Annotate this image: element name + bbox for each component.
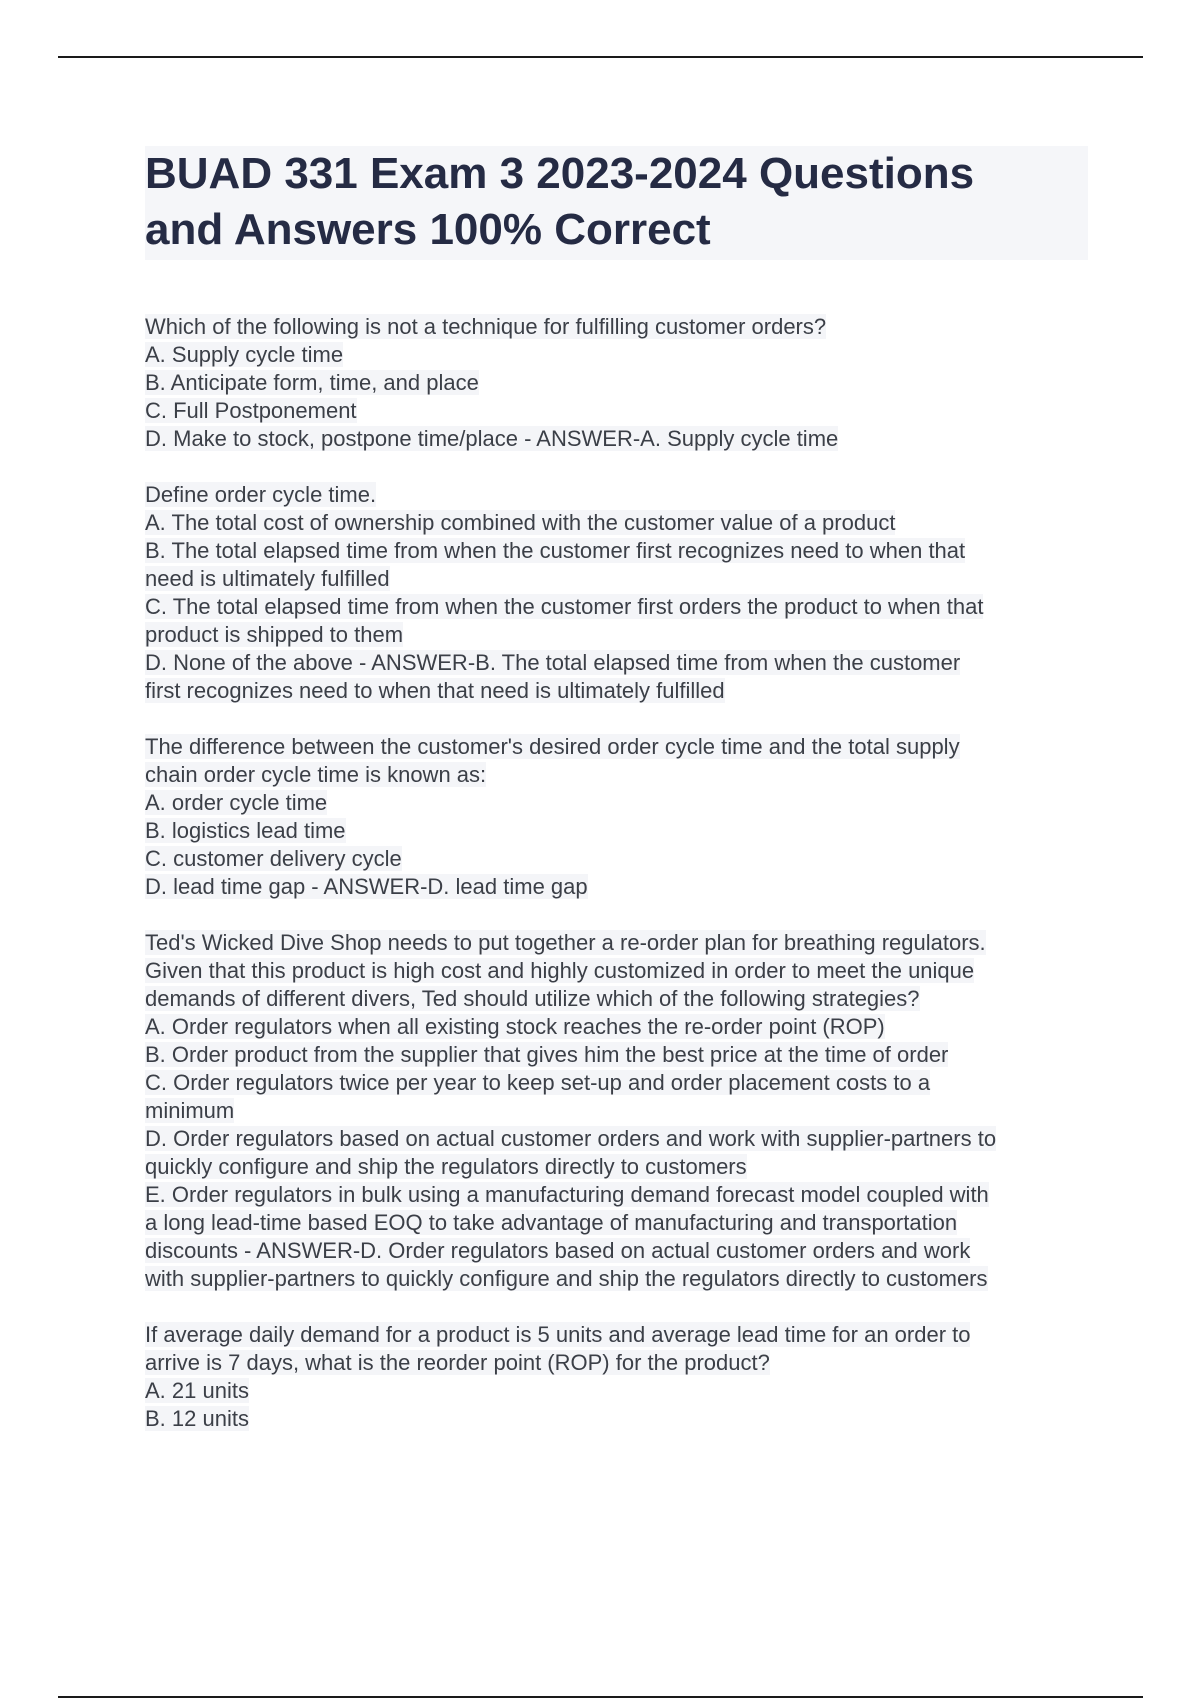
question-text [145, 313, 1090, 341]
question-block [145, 313, 1090, 453]
question-line [145, 1349, 1090, 1377]
line-text: D. None of the above - ANSWER-B. The total elapsed time from when the customer [145, 650, 961, 675]
question-line [145, 873, 1090, 901]
question-line [145, 397, 1090, 425]
question-block [145, 929, 1090, 1293]
line-text: B. Order product from the supplier that gives him the best price at the time of order [145, 1042, 949, 1067]
line-text: C. customer delivery cycle [145, 846, 402, 871]
question-line [145, 593, 1090, 621]
line-text: need is ultimately fulfilled [145, 566, 390, 591]
line-text: C. Full Postponement [145, 398, 357, 423]
question-line [145, 341, 1090, 369]
question-line [145, 369, 1090, 397]
question-line [145, 761, 1090, 789]
line-text: A. Supply cycle time [145, 342, 344, 367]
title-line-2: and Answers 100% Correct [145, 205, 711, 254]
line-text: B. Anticipate form, time, and place [145, 370, 479, 395]
question-line [145, 789, 1090, 817]
question-line [145, 1013, 1090, 1041]
question-text [145, 733, 1090, 761]
line-text: A. Order regulators when all existing stock reaches the re-order point (ROP) [145, 1014, 885, 1039]
line-text: The difference between the customer's desired order cycle time and the total supply [145, 734, 960, 759]
line-text: minimum [145, 1098, 235, 1123]
question-text [145, 1321, 1090, 1349]
line-text: arrive is 7 days, what is the reorder point (ROP) for the product? [145, 1350, 770, 1375]
line-text: Ted's Wicked Dive Shop needs to put together a re-order plan for breathing regulators. [145, 930, 986, 955]
question-line [145, 1153, 1090, 1181]
question-line [145, 817, 1090, 845]
question-line [145, 677, 1090, 705]
question-line [145, 1041, 1090, 1069]
question-line [145, 1265, 1090, 1293]
line-text: D. Make to stock, postpone time/place - ANSWER-A. Supply cycle time [145, 426, 839, 451]
question-block [145, 1321, 1090, 1433]
line-text: A. order cycle time [145, 790, 328, 815]
question-text [145, 481, 1090, 509]
line-text: Which of the following is not a technique for fulfilling customer orders? [145, 314, 827, 339]
title-line-1: BUAD 331 Exam 3 2023-2024 Questions [145, 149, 975, 198]
line-text: D. Order regulators based on actual customer orders and work with supplier-partners to [145, 1126, 997, 1151]
question-line [145, 1181, 1090, 1209]
question-line [145, 425, 1090, 453]
line-text: C. The total elapsed time from when the customer first orders the product to when that [145, 594, 984, 619]
line-text: with supplier-partners to quickly configure and ship the regulators directly to customers [145, 1266, 988, 1291]
question-block [145, 481, 1090, 705]
question-line [145, 509, 1090, 537]
line-text: Define order cycle time. [145, 482, 377, 507]
question-line [145, 1097, 1090, 1125]
question-line [145, 537, 1090, 565]
line-text: product is shipped to them [145, 622, 404, 647]
line-text: B. 12 units [145, 1406, 249, 1431]
line-text: discounts - ANSWER-D. Order regulators based on actual customer orders and work [145, 1238, 971, 1263]
question-line [145, 1237, 1090, 1265]
document-title [145, 146, 1088, 260]
question-line [145, 1405, 1090, 1433]
question-block [145, 733, 1090, 901]
question-text [145, 929, 1090, 957]
line-text: If average daily demand for a product is 5 units and average lead time for an order to [145, 1322, 971, 1347]
question-line [145, 1069, 1090, 1097]
line-text: demands of different divers, Ted should utilize which of the following strategies? [145, 986, 920, 1011]
question-line [145, 565, 1090, 593]
question-line [145, 1209, 1090, 1237]
line-text: B. logistics lead time [145, 818, 346, 843]
line-text: a long lead-time based EOQ to take advantage of manufacturing and transportation [145, 1210, 958, 1235]
line-text: Given that this product is high cost and highly customized in order to meet the unique [145, 958, 975, 983]
question-line [145, 621, 1090, 649]
question-line [145, 845, 1090, 873]
question-line [145, 985, 1090, 1013]
line-text: B. The total elapsed time from when the customer first recognizes need to when that [145, 538, 966, 563]
line-text: E. Order regulators in bulk using a manufacturing demand forecast model coupled with [145, 1182, 989, 1207]
top-rule [58, 56, 1143, 58]
title-block [145, 146, 1088, 260]
questions-list [145, 313, 1090, 1461]
line-text: quickly configure and ship the regulators directly to customers [145, 1154, 747, 1179]
question-line [145, 1125, 1090, 1153]
bottom-rule [58, 1696, 1143, 1698]
line-text: D. lead time gap - ANSWER-D. lead time gap [145, 874, 588, 899]
question-line [145, 1377, 1090, 1405]
line-text: C. Order regulators twice per year to keep set-up and order placement costs to a [145, 1070, 931, 1095]
line-text: chain order cycle time is known as: [145, 762, 487, 787]
question-line [145, 957, 1090, 985]
line-text: A. 21 units [145, 1378, 249, 1403]
line-text: A. The total cost of ownership combined with the customer value of a product [145, 510, 896, 535]
line-text: first recognizes need to when that need is ultimately fulfilled [145, 678, 725, 703]
question-line [145, 649, 1090, 677]
